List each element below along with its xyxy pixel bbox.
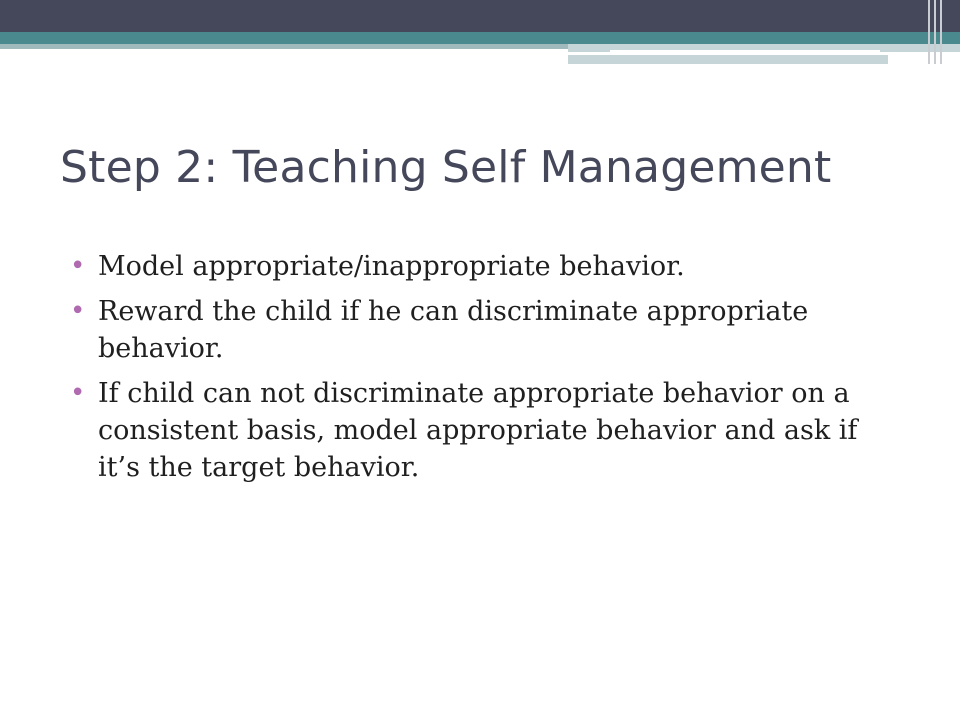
list-item bbox=[70, 293, 900, 367]
header-bar-teal bbox=[0, 32, 960, 44]
list-item bbox=[70, 248, 900, 285]
bullet-list bbox=[70, 248, 900, 494]
bullet-text: If child can not discriminate appropriate behavior on a consistent basis, model appropriate behavior and ask if it’s the target behavior. bbox=[98, 378, 858, 483]
header-accent-line bbox=[568, 55, 888, 64]
list-item bbox=[70, 375, 900, 486]
bullet-text: Reward the child if he can discriminate appropriate behavior. bbox=[98, 296, 809, 364]
header-edge-lines bbox=[928, 0, 946, 64]
bullet-icon: • bbox=[70, 296, 86, 326]
bullet-icon: • bbox=[70, 251, 86, 281]
bullet-text: Model appropriate/inappropriate behavior. bbox=[98, 251, 685, 282]
header-bar-dark bbox=[0, 0, 960, 32]
slide-title: Step 2: Teaching Self Management bbox=[60, 142, 832, 193]
header-accent-line bbox=[0, 44, 568, 49]
bullet-icon: • bbox=[70, 378, 86, 408]
header-accent-highlight bbox=[610, 50, 880, 52]
